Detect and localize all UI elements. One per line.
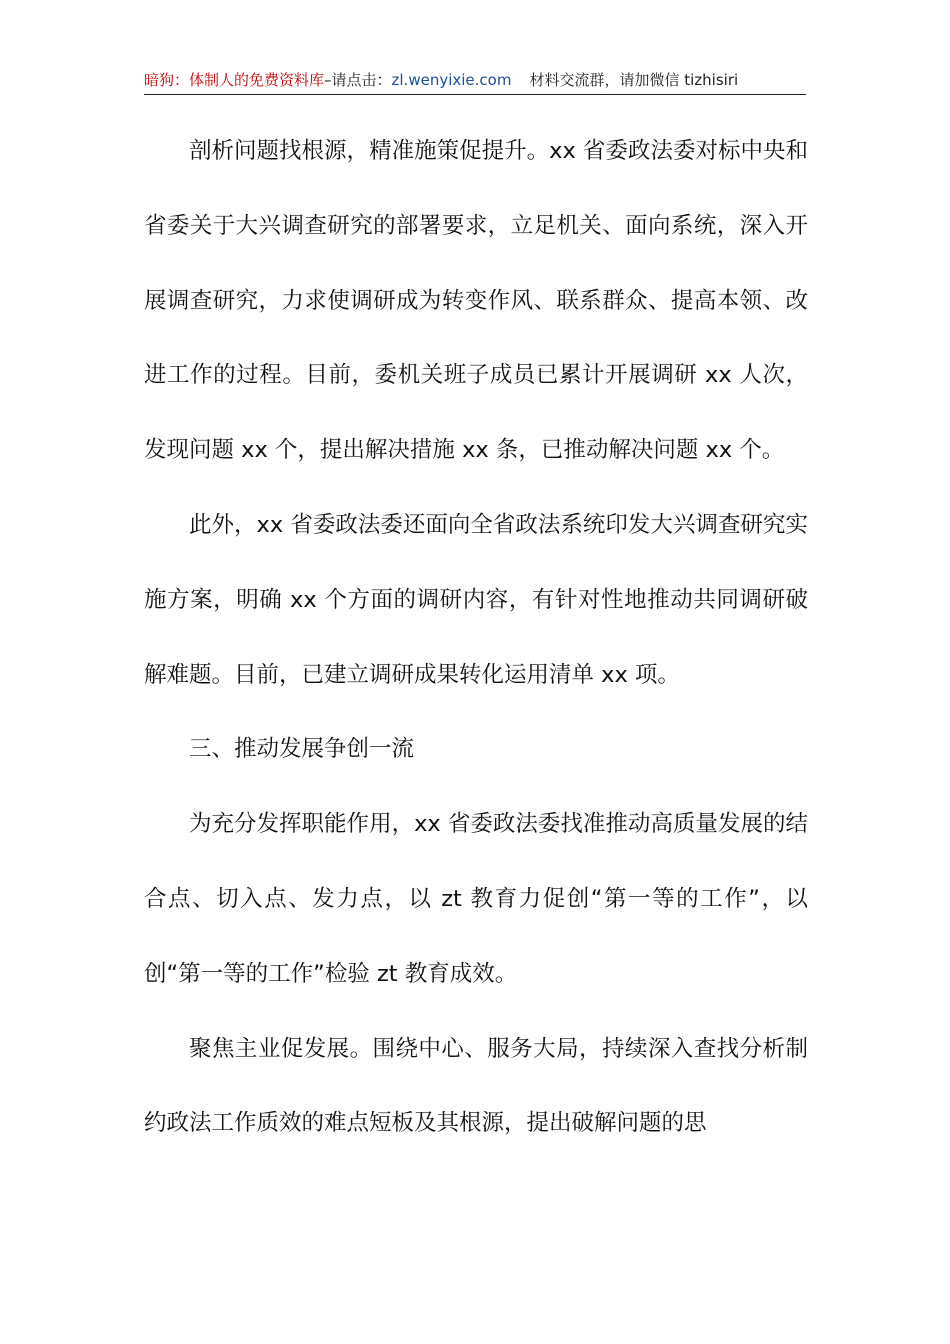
header-note: 材料交流群，请加微信 tizhisiri (529, 71, 739, 89)
header-brand: 暗狗：体制人的免费资料库 (144, 71, 325, 89)
header-separator: –请点击： (324, 71, 392, 89)
section-heading: 三、推动发展争创一流 (189, 736, 415, 763)
paragraph-implementation: 此外，xx 省委政法委还面向全省政法系统印发大兴调查研究实施方案，明确 xx 个方面的调研内容，有针对性地推动共同调研破解难题。目前，已建立调研成果转化运用清单 xx 项。 (144, 511, 808, 688)
header-link[interactable]: zl.wenyixie.com (391, 71, 512, 89)
paragraph-analysis: 剖析问题找根源，精准施策促提升。xx 省委政法委对标中央和省委关于大兴调查研究的部署要求，立足机关、面向系统，深入开展调查研究，力求使调研成为转变作风、联系群众、提高本领、改进工作的过程。目前，委机关班子成员已累计开展调研 xx 人次，发现问题 xx 个，提出解决措施 xx 条，已推动解决问题 xx 个。 (144, 138, 808, 464)
page-header (144, 68, 806, 95)
document-body (144, 114, 808, 1161)
paragraph-role: 为充分发挥职能作用，xx 省委政法委找准推动高质量发展的结合点、切入点、发力点，以 zt 教育力促创“第一等的工作”，以创“第一等的工作”检验 zt 教育成效。 (144, 811, 808, 987)
paragraph-focus: 聚焦主业促发展。围绕中心、服务大局，持续深入查找分析制约政法工作质效的难点短板及其根源，提出破解问题的思 (144, 1035, 808, 1137)
